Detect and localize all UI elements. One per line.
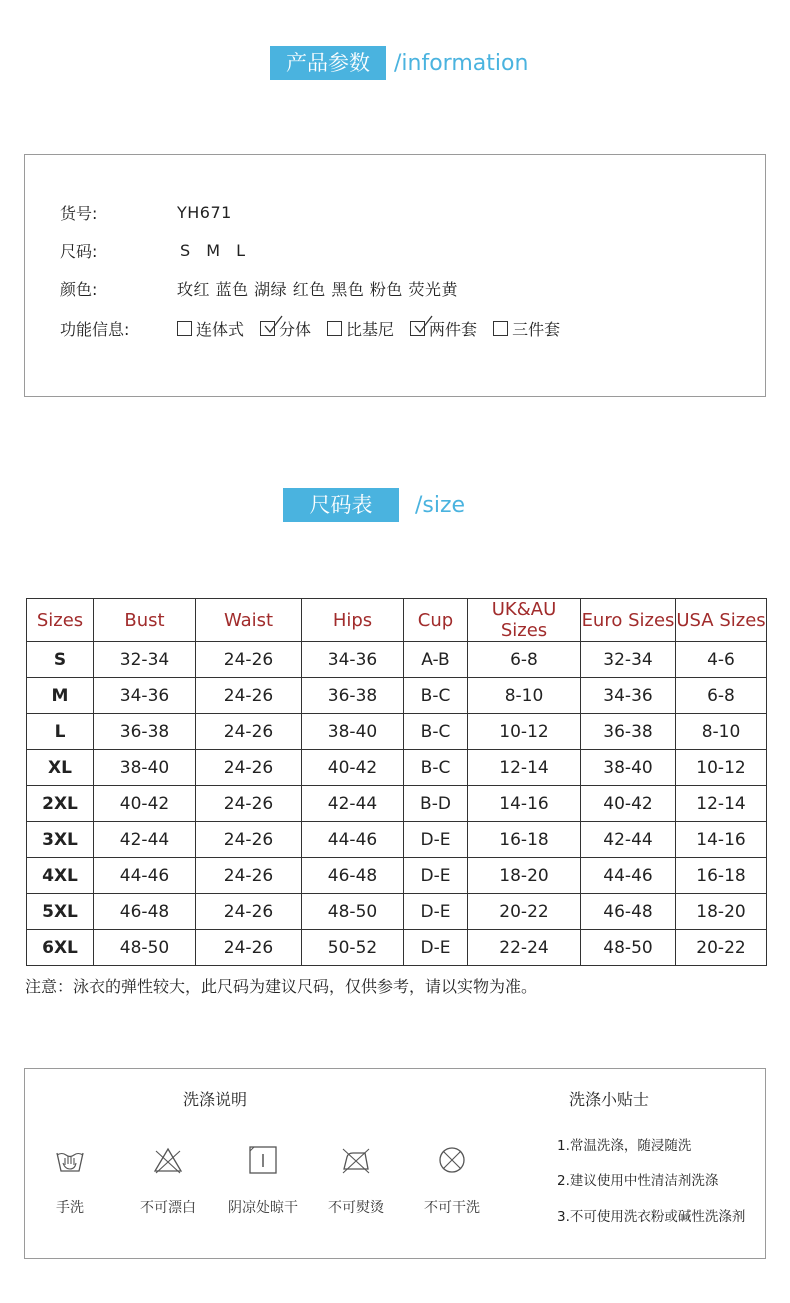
table-cell: B-C [404, 678, 468, 714]
checkbox-icon [493, 321, 508, 336]
table-cell: 12-14 [676, 786, 767, 822]
table-cell: 24-26 [196, 714, 302, 750]
table-cell: 44-46 [302, 822, 404, 858]
info-header-cn: 产品参数 [270, 46, 386, 80]
size-cell: XL [27, 750, 94, 786]
size-cell: L [27, 714, 94, 750]
product-info-box [24, 154, 766, 397]
table-cell: 36-38 [94, 714, 196, 750]
table-row [27, 858, 767, 894]
hand-wash-label: 手洗 [56, 1200, 84, 1216]
table-row [27, 750, 767, 786]
wash-tip-1: 1.常温洗涤，随浸随洗 [557, 1138, 692, 1154]
feature-label: 比基尼 [346, 320, 395, 339]
table-cell: B-D [404, 786, 468, 822]
feature-label: 连体式 [196, 320, 245, 339]
no-bleach-icon [151, 1143, 185, 1177]
header-bust: Bust [94, 599, 196, 642]
table-cell: 40-42 [302, 750, 404, 786]
feature-label: 两件套 [429, 320, 478, 339]
sizes-values [180, 241, 256, 260]
table-cell: 40-42 [581, 786, 676, 822]
table-cell: 22-24 [468, 930, 581, 966]
table-cell: 14-16 [676, 822, 767, 858]
table-cell: 24-26 [196, 930, 302, 966]
wash-title: 洗涤说明 [183, 1090, 248, 1109]
table-cell: 16-18 [676, 858, 767, 894]
checkbox-checked-icon [410, 321, 425, 336]
header-hips: Hips [302, 599, 404, 642]
table-cell: 48-50 [581, 930, 676, 966]
feature-split [260, 317, 311, 340]
table-cell: 18-20 [468, 858, 581, 894]
table-cell: 36-38 [302, 678, 404, 714]
item-no-row [60, 201, 232, 224]
table-row [27, 930, 767, 966]
checkbox-checked-icon [260, 321, 275, 336]
wash-tip-2: 2.建议使用中性清洁剂洗涤 [557, 1173, 719, 1189]
table-cell: 44-46 [581, 858, 676, 894]
size-m: M [206, 241, 221, 260]
shade-dry-icon [246, 1143, 280, 1177]
table-cell: 32-34 [581, 642, 676, 678]
wash-tips-title: 洗涤小贴士 [569, 1090, 650, 1109]
hand-wash-icon [53, 1143, 87, 1177]
table-cell: D-E [404, 858, 468, 894]
table-cell: 8-10 [676, 714, 767, 750]
features-label: 功能信息: [60, 320, 130, 339]
features-row [60, 317, 576, 340]
table-cell: B-C [404, 714, 468, 750]
table-cell: 42-44 [94, 822, 196, 858]
table-cell: 6-8 [468, 642, 581, 678]
table-cell: 24-26 [196, 678, 302, 714]
wash-item-no-iron [311, 1143, 401, 1217]
sizes-label: 尺码: [60, 242, 98, 261]
table-cell: B-C [404, 750, 468, 786]
table-cell: 44-46 [94, 858, 196, 894]
table-row [27, 786, 767, 822]
size-s: S [180, 241, 191, 260]
table-cell: 16-18 [468, 822, 581, 858]
wash-item-shade-dry [218, 1143, 308, 1217]
no-dry-clean-icon [435, 1143, 469, 1177]
feature-two-piece [410, 317, 477, 340]
table-cell: 24-26 [196, 822, 302, 858]
info-header-en: /information [394, 50, 529, 76]
table-cell: 32-34 [94, 642, 196, 678]
size-cell: M [27, 678, 94, 714]
size-cell: 5XL [27, 894, 94, 930]
feature-bikini [327, 317, 394, 340]
size-cell: 2XL [27, 786, 94, 822]
feature-three-piece [493, 317, 560, 340]
table-cell: 24-26 [196, 642, 302, 678]
table-cell: 38-40 [302, 714, 404, 750]
table-cell: 18-20 [676, 894, 767, 930]
table-cell: 6-8 [676, 678, 767, 714]
table-cell: D-E [404, 930, 468, 966]
item-no-label: 货号: [60, 204, 98, 223]
table-cell: 38-40 [581, 750, 676, 786]
size-header-cn: 尺码表 [283, 488, 399, 522]
table-cell: 4-6 [676, 642, 767, 678]
colors-label: 颜色: [60, 280, 98, 299]
size-cell: S [27, 642, 94, 678]
checkbox-icon [177, 321, 192, 336]
table-cell: 34-36 [302, 642, 404, 678]
table-cell: 46-48 [302, 858, 404, 894]
colors-value: 玫红 蓝色 湖绿 红色 黑色 粉色 荧光黄 [177, 280, 459, 299]
table-cell: 48-50 [94, 930, 196, 966]
table-cell: 36-38 [581, 714, 676, 750]
table-cell: 46-48 [94, 894, 196, 930]
table-cell: D-E [404, 822, 468, 858]
wash-instructions-box [24, 1068, 766, 1259]
table-cell: 14-16 [468, 786, 581, 822]
size-chart-table [26, 598, 767, 966]
table-cell: 24-26 [196, 750, 302, 786]
size-l: L [236, 241, 246, 260]
checkbox-icon [327, 321, 342, 336]
table-cell: 50-52 [302, 930, 404, 966]
size-cell: 3XL [27, 822, 94, 858]
table-cell: 38-40 [94, 750, 196, 786]
no-iron-label: 不可熨烫 [328, 1200, 384, 1216]
item-no-value: YH671 [177, 203, 232, 222]
table-cell: 24-26 [196, 858, 302, 894]
size-section-header [283, 488, 465, 522]
table-cell: D-E [404, 894, 468, 930]
header-uk-au: UK&AU Sizes [468, 599, 581, 642]
table-cell: 24-26 [196, 894, 302, 930]
table-cell: 42-44 [581, 822, 676, 858]
feature-label: 分体 [279, 320, 312, 339]
wash-item-no-bleach [123, 1143, 213, 1217]
table-cell: 34-36 [581, 678, 676, 714]
feature-label: 三件套 [512, 320, 561, 339]
table-cell: 42-44 [302, 786, 404, 822]
feature-one-piece [177, 317, 244, 340]
table-cell: 34-36 [94, 678, 196, 714]
no-dry-clean-label: 不可干洗 [424, 1200, 480, 1216]
no-iron-icon [339, 1143, 373, 1177]
table-row [27, 894, 767, 930]
size-cell: 6XL [27, 930, 94, 966]
header-cup: Cup [404, 599, 468, 642]
size-header-en: /size [415, 492, 466, 518]
table-row [27, 714, 767, 750]
table-cell: 46-48 [581, 894, 676, 930]
size-note: 注意：泳衣的弹性较大，此尺码为建议尺码，仅供参考，请以实物为准。 [25, 977, 538, 996]
table-cell: 10-12 [468, 714, 581, 750]
table-row [27, 822, 767, 858]
wash-item-hand-wash [25, 1143, 115, 1217]
table-cell: 20-22 [468, 894, 581, 930]
colors-row [60, 277, 458, 300]
size-cell: 4XL [27, 858, 94, 894]
wash-item-no-dry-clean [407, 1143, 497, 1217]
header-waist: Waist [196, 599, 302, 642]
table-cell: 10-12 [676, 750, 767, 786]
table-header-row [27, 599, 767, 642]
shade-dry-label: 阴凉处晾干 [228, 1200, 298, 1216]
sizes-row [60, 239, 256, 262]
header-euro: Euro Sizes [581, 599, 676, 642]
table-row [27, 678, 767, 714]
wash-tip-3: 3.不可使用洗衣粉或碱性洗涤剂 [557, 1209, 746, 1225]
table-cell: 40-42 [94, 786, 196, 822]
header-usa: USA Sizes [676, 599, 767, 642]
table-cell: A-B [404, 642, 468, 678]
header-sizes: Sizes [27, 599, 94, 642]
no-bleach-label: 不可漂白 [140, 1200, 196, 1216]
table-cell: 8-10 [468, 678, 581, 714]
table-cell: 12-14 [468, 750, 581, 786]
info-section-header [270, 46, 528, 80]
table-row [27, 642, 767, 678]
table-cell: 48-50 [302, 894, 404, 930]
table-cell: 24-26 [196, 786, 302, 822]
table-cell: 20-22 [676, 930, 767, 966]
